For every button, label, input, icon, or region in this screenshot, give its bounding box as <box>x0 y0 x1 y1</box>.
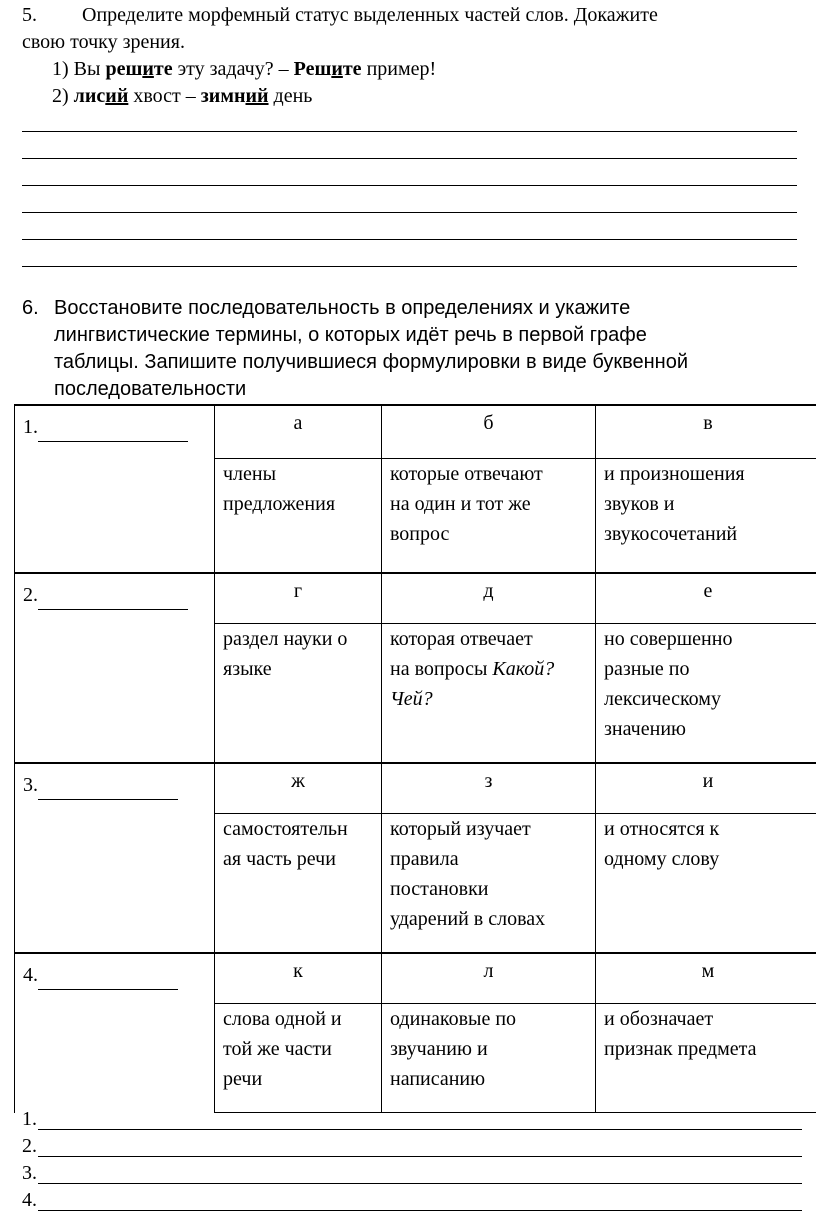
example-text: хвост – <box>133 85 196 107</box>
row-number: 2. <box>23 584 38 606</box>
answer-line[interactable] <box>22 158 797 159</box>
answer-line[interactable] <box>22 266 797 267</box>
answer-line[interactable] <box>22 212 797 213</box>
definition-cell: но совершенно разные по лексическому значению <box>596 624 816 764</box>
answer-line[interactable] <box>22 239 797 240</box>
table-row <box>15 763 816 814</box>
definition-cell: одинаковые по звучанию и написанию <box>382 1004 596 1113</box>
task5-example-2 <box>52 85 312 108</box>
definition-cell: и относятся к одному слову <box>596 814 816 954</box>
answer-line[interactable] <box>38 1183 802 1184</box>
term-cell <box>15 573 215 763</box>
terms-table <box>14 404 816 1113</box>
row-number: 4. <box>23 964 38 986</box>
answer-number: 3. <box>22 1162 37 1184</box>
letter-cell: в <box>596 405 816 458</box>
answer-line[interactable] <box>22 185 797 186</box>
letter-cell: к <box>215 953 382 1004</box>
letter-cell: м <box>596 953 816 1004</box>
highlighted-word-1: решите <box>105 58 173 80</box>
answer-number: 4. <box>22 1189 37 1211</box>
definition-cell: и произношения звуков и звукосочетаний <box>596 458 816 573</box>
definition-cell: члены предложения <box>215 458 382 573</box>
definition-cell: слова одной и той же части речи <box>215 1004 382 1113</box>
answer-number: 2. <box>22 1135 37 1157</box>
letter-cell: г <box>215 573 382 624</box>
letter-cell: л <box>382 953 596 1004</box>
letter-cell: б <box>382 405 596 458</box>
letter-cell: е <box>596 573 816 624</box>
task6-text-line2: лингвистические термины, о которых идёт речь в первой графе <box>54 324 647 346</box>
term-cell <box>15 405 215 573</box>
task6-text-line4: последовательности <box>54 378 247 400</box>
row-number: 3. <box>23 774 38 796</box>
highlighted-word-1: лисий <box>73 85 129 107</box>
answer-line[interactable] <box>38 1156 802 1157</box>
row-number: 1. <box>23 416 38 438</box>
example-text: эту задачу? – <box>177 58 289 80</box>
table-row <box>15 573 816 624</box>
table-row <box>15 405 816 458</box>
term-blank[interactable] <box>38 779 178 800</box>
word: Вы <box>73 58 101 80</box>
definition-cell: и обозначает признак предмета <box>596 1004 816 1113</box>
definition-cell: которые отвечают на один и тот же вопрос <box>382 458 596 573</box>
definition-cell: раздел науки о языке <box>215 624 382 764</box>
letter-cell: д <box>382 573 596 624</box>
definition-cell: самостоятельн ая часть речи <box>215 814 382 954</box>
task5-text-line1: Определите морфемный статус выделенных частей слов. Докажите <box>82 4 658 26</box>
letter-cell: з <box>382 763 596 814</box>
answer-number: 1. <box>22 1108 37 1130</box>
task5-number: 5. <box>22 4 37 26</box>
task5-example-1 <box>52 58 436 81</box>
highlighted-word-2: зимний <box>200 85 269 107</box>
letter-cell: а <box>215 405 382 458</box>
task6-number: 6. <box>22 297 39 319</box>
term-blank[interactable] <box>38 589 188 610</box>
highlighted-word-2: Решите <box>293 58 362 80</box>
answer-line[interactable] <box>22 131 797 132</box>
answer-line[interactable] <box>38 1129 802 1130</box>
table-row <box>15 953 816 1004</box>
example-text-tail: пример! <box>366 58 437 80</box>
term-blank[interactable] <box>38 969 178 990</box>
task5-text-line2: свою точку зрения. <box>22 31 185 53</box>
term-cell <box>15 763 215 953</box>
letter-cell: ж <box>215 763 382 814</box>
example-text-tail: день <box>273 85 313 107</box>
answer-line[interactable] <box>38 1210 802 1211</box>
letter-cell: и <box>596 763 816 814</box>
task6-text-line3: таблицы. Запишите получившиеся формулировки в виде буквенной <box>54 351 688 373</box>
term-blank[interactable] <box>38 421 188 442</box>
task6-text-line1: Восстановите последовательность в определениях и укажите <box>54 297 631 319</box>
term-cell <box>15 953 215 1113</box>
definition-cell: которая отвечает на вопросы Какой? Чей? <box>382 624 596 764</box>
definition-cell: который изучает правила постановки ударений в словах <box>382 814 596 954</box>
example-number: 1) <box>52 58 69 80</box>
example-number: 2) <box>52 85 69 107</box>
